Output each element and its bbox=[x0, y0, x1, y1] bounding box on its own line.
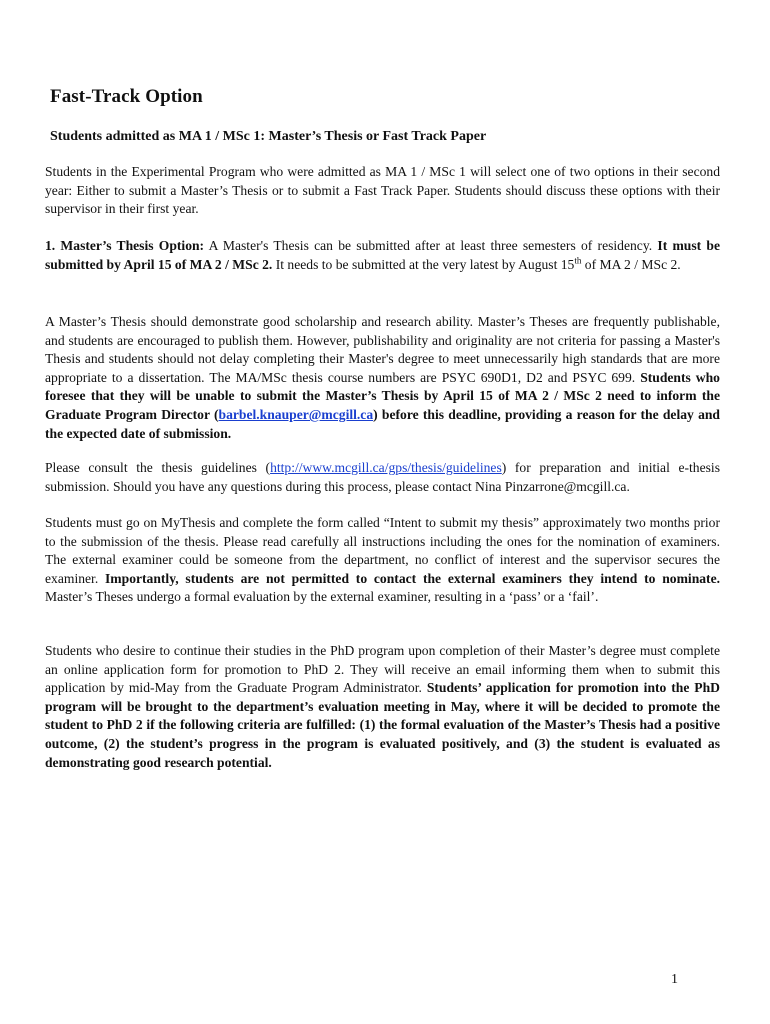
thesis-latest-end: of MA 2 / MSc 2. bbox=[581, 256, 681, 272]
paragraph-thesis-quality bbox=[45, 313, 720, 443]
delay-notice-bold: Students who foresee that they will be unable to submit the Master’s Thesis by April 15 of MA 2 / MSc 2 need to inform the Graduate Program Director ( bbox=[45, 369, 720, 422]
thesis-option-text: A Master's Thesis can be submitted after at least three semesters of residency. bbox=[204, 238, 658, 253]
page-number: 1 bbox=[671, 972, 678, 987]
paragraph-mythesis bbox=[45, 514, 720, 607]
promotion-criteria-bold: Students’ application for promotion into the PhD program will be brought to the department’s evaluation meeting in May, where it will be decided to promote the student to PhD 2 if the following criteria are fulfilled: (1) the formal evaluation of the Master’s Thesis had a positive outcome, (2) the student’s progress in the program is evaluated positively, and (3) the student is evaluated as demonstrating good research potential. bbox=[45, 680, 720, 770]
phd-promotion-text: Students who desire to continue their studies in the PhD program upon completion of their Master’s degree must complete an online application form for promotion to PhD 2. They will receive an email informing them when to submit this application by mid-May from the Graduate Program Administrator. bbox=[45, 643, 720, 696]
paragraph-intro: Students in the Experimental Program who were admitted as MA 1 / MSc 1 will select one of two options in their second year: Either to submit a Master’s Thesis or to submit a Fast Track Paper. Students should discuss these options with their supervisor in their first year. bbox=[45, 164, 720, 217]
guidelines-link[interactable]: http://www.mcgill.ca/gps/thesis/guidelines bbox=[270, 460, 502, 475]
paragraph-phd-promotion bbox=[45, 642, 720, 772]
mythesis-end: Master’s Theses undergo a formal evaluation by the external examiner, resulting in a ‘pass’ or a ‘fail’. bbox=[45, 589, 599, 605]
guidelines-text: Please consult the thesis guidelines ( bbox=[45, 460, 271, 475]
paragraph-guidelines bbox=[45, 459, 720, 496]
guidelines-end: ) for preparation and initial e-thesis submission. Should you have any questions during this process, please contact Nina Pinzarrone@mcgill.ca. bbox=[45, 460, 720, 494]
thesis-quality-text: A Master’s Thesis should demonstrate good scholarship and research ability. Master’s Theses are frequently publishable, and students are encouraged to publish them. However, publishability and originality are not criteria for passing a Master's Thesis and students should not delay completing their Master's degree to meet unnecessarily high standards that are more appropriate to a dissertation. The MA/MSc thesis course numbers are PSYC 690D1, D2 and PSYC 699. bbox=[45, 314, 720, 385]
section-subtitle: Students admitted as MA 1 / MSc 1: Master’s Thesis or Fast Track Paper bbox=[50, 129, 487, 144]
ordinal-suffix: th bbox=[574, 255, 582, 266]
page-title: Fast-Track Option bbox=[50, 86, 203, 107]
delay-notice-end: ) before this deadline, providing a reason for the delay and the expected date of submission. bbox=[45, 406, 720, 441]
mythesis-text: Students must go on MyThesis and complete the form called “Intent to submit my thesis” approximately two months prior to the submission of the thesis. Please read carefully all instructions including the ones for the nomination of examiners. The external examiner could be someone from the department, no conflict of interest and the supervisor secures the examiner. bbox=[45, 515, 720, 586]
thesis-latest-text: It needs to be submitted at the very latest by August 15 bbox=[272, 256, 575, 272]
thesis-option-lead: 1. Master’s Thesis Option: bbox=[45, 238, 205, 253]
paragraph-thesis-option bbox=[45, 237, 720, 274]
examiner-warning-bold: Importantly, students are not permitted to contact the external examiners they intend to nominate. bbox=[105, 570, 721, 586]
thesis-deadline-bold: It must be submitted by April 15 of MA 2 / MSc 2. bbox=[45, 238, 721, 272]
director-email-link[interactable]: barbel.knauper@mcgill.ca bbox=[218, 406, 374, 422]
